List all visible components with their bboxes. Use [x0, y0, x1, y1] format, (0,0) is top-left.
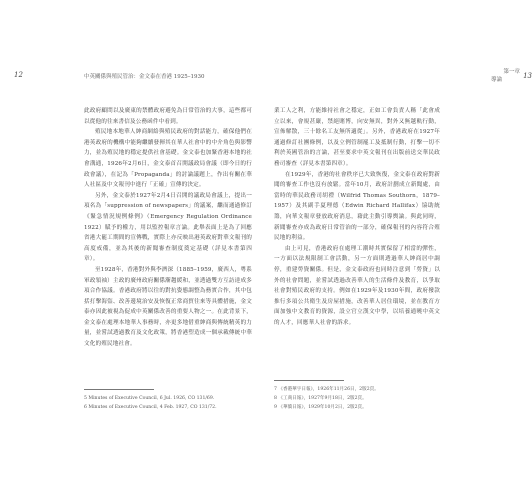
- right-footnote-9: 9 《華僑日報》，1929年10月2日，2版2頁。: [274, 405, 367, 410]
- right-paragraph-2: 在1929年，香港的社會秩序已大致恢復，金文泰在政府對新聞的審查工作也沒有放鬆。當年10月，政府計劃成立新聞處，由當時的華民政務司胡禮（Wilfrid Thomas Southorn，1879–1957）及其副手夏理德（Edwin Richard Hallifax）協助統籌，向華文報章發放政府消息，藉此主動引導輿論。與此同時，新聞審查亦成為政府日常管治的一部分，確保報刊的內容符合殖民地的利益。: [274, 171, 440, 242]
- right-chapter-title: 導論: [490, 77, 502, 83]
- left-footnotes: [84, 394, 252, 412]
- right-footnote-7: 7 《香港華字日報》，1926年11月26日，2版2頁。: [274, 387, 379, 392]
- left-footnote-rule: [84, 389, 154, 390]
- left-paragraph-3: 另外，金文泰於1927年2月4日召開的議政局會議上，提出一項名為「suppression of newspapers」的議案，繼而通過修訂《緊急情況規例條例》（Emergency Regulation Ordinance 1922）賦予的權力，用以監控報章言論。此舉表面上是為了回應省港大罷工期間的宣傳戰，實際上亦反映出港英政府對華文報刊的高度戒備，並為其後的新聞審查制度奠定基礎（詳見本書第四章）。: [84, 192, 252, 263]
- right-footnotes: [274, 385, 440, 412]
- left-paragraph-2: 殖民地本地華人紳商網絡與殖民政府的對話能力，確保他們在港英政府的機構中能夠繼續發揮其在華人社會中的中介角色與影響力，並為殖民地的穩定提供社會基礎。金文泰也加緊香港本地的社會溝通，1926年2月6日，金文泰首召開議政局會議（即今日的行政會議），在記為「Propaganda」的討論議題上，作出有關在華人社區及中文報刊中進行「正確」宣傳的決定。: [84, 129, 252, 189]
- right-footnote-8: 8 《工商日報》，1927年9月18日，2版2頁。: [274, 396, 367, 401]
- right-paragraph-3: 由上可見，香港政府在處理工潮時其實保留了相當的彈性，一方面以法規限制工會活動，另一方面則透過華人紳商居中調停，重建勞資關係。但是，金文泰政府也同時注意到「勞資」以外的社會問題，並嘗試透過改善華人的生活條件及教育，以爭取社會對殖民政府的支持。例如在1929年及1930年間，政府撥款推行多項公共衛生及房屋措施，改善華人居住環境，並在教育方面加強中文教育的資源，設立官立漢文中學，以培養通曉中英文的人才，回應華人社會的訴求。: [274, 245, 440, 326]
- right-page-number: 13: [523, 72, 532, 80]
- right-page: [260, 0, 532, 500]
- left-page: [0, 0, 260, 500]
- right-chapter-label: 第一章: [503, 69, 520, 75]
- left-footnote-1: 5 Minutes of Executive Council, 6 Jul. 1926, CO 131/69.: [84, 396, 215, 401]
- right-paragraph-1: 業工人之利，方能維持社會之穩定，正如工會負責人稱「此會成立以來，會規甚嚴，禁絕賭博，向安無異，對外又無越軌行動，宣佈解散，三十餘名工友無所適從」。另外，香港政府在1927年通過修訂社團條例，以及立例管制罷工及抵制行動，打擊一切不利於英國管治的言論，甚至要求中英文報刊在出版前送交華民政務司審查（詳見本書第四章）。: [274, 108, 440, 167]
- left-paragraph-4: 至1928年，香港對外與李濟深（1885–1959，廣西人，粵系軍政領袖）主政的廣州政府關係漸趨緩和，並透過雙方互訪達成多項合作協議。香港政府將以往的對抗姿態調整為務實合作，其中包括打擊海盜、改善邊境治安及恢復正常商貿往來等具體措施，金文泰亦因此被視為促成中英關係改善的重要人物之一。在此背景下，金文泰在處理本地華人事務時，亦更多地借重紳商與傳統精英的力量，並嘗試透過教育及文化政策，將香港塑造成一個承載傳統中華文化的殖民地社會。: [84, 266, 252, 348]
- left-footnote-2: 6 Minutes of Executive Council, 4 Feb. 1927, CO 131/72.: [84, 405, 217, 410]
- left-running-head: [14, 71, 259, 80]
- left-page-number: 12: [14, 71, 23, 79]
- left-body-text: [84, 106, 252, 350]
- right-body-text: [274, 106, 440, 328]
- right-footnote-rule: [274, 380, 344, 381]
- right-running-head: [440, 68, 532, 84]
- left-running-head-title: 中英關係與殖民管治：金文泰在香港 1925–1930: [84, 74, 205, 80]
- left-paragraph-1: 此政府顧問以及廣東的禁體政府避免為日常管治的大事，這些都可以從他的往來書信及公務函件中看到。: [84, 108, 252, 125]
